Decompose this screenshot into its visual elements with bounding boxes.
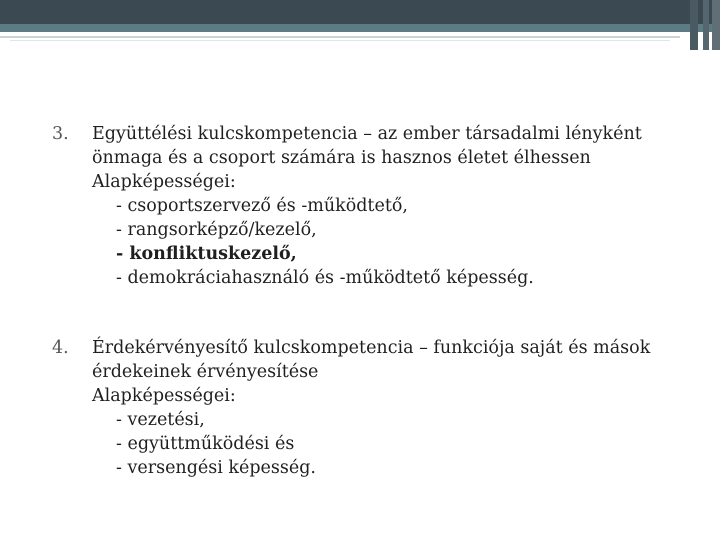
ability-entry: - demokráciahasználó és -működtető képesség. xyxy=(116,268,534,288)
ability-entry: - csoportszervező és -működtető, xyxy=(116,196,408,216)
item-content xyxy=(92,122,682,290)
corner-stripe xyxy=(703,0,709,50)
ability-entry-highlighted: - konfliktuskezelő, xyxy=(116,244,297,264)
header-rule xyxy=(0,36,680,38)
item-number: 4. xyxy=(52,338,69,358)
abilities-label: Alapképességei: xyxy=(92,172,236,192)
abilities-label: Alapképességei: xyxy=(92,386,236,406)
header-rule-secondary xyxy=(10,40,670,41)
item-heading-line: önmaga és a csoport számára is hasznos életet élhessen xyxy=(92,148,591,168)
corner-stripe xyxy=(712,0,720,50)
header-band-teal xyxy=(0,24,720,32)
item-heading-line: Érdekérvényesítő kulcskompetencia – funkciója saját és mások xyxy=(92,338,651,358)
header-band-dark xyxy=(0,0,720,24)
ability-entry: - vezetési, xyxy=(116,410,205,430)
corner-stripe xyxy=(690,0,698,50)
ability-entry: - együttműködési és xyxy=(116,434,295,454)
slide-header-decoration xyxy=(0,0,720,50)
item-number: 3. xyxy=(52,124,69,144)
item-heading-line: Együttélési kulcskompetencia – az ember társadalmi lényként xyxy=(92,124,642,144)
item-heading-line: érdekeinek érvényesítése xyxy=(92,362,319,382)
ability-entry: - versengési képesség. xyxy=(116,458,316,478)
item-content xyxy=(92,336,682,480)
ability-entry: - rangsorképző/kezelő, xyxy=(116,220,317,240)
